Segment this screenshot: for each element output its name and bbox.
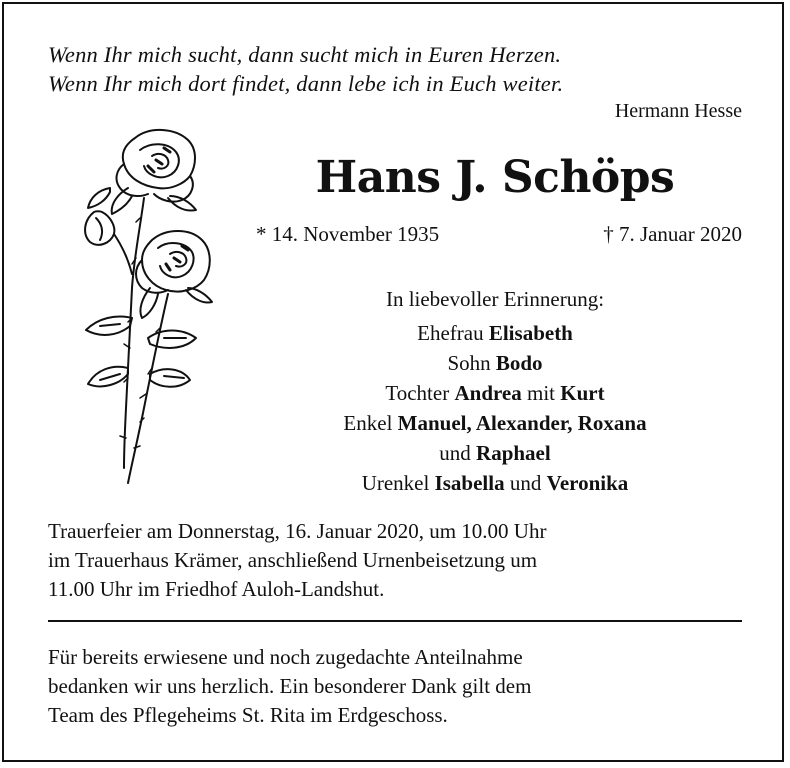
- death-date: † 7. Januar 2020: [603, 222, 742, 246]
- thanks-line: bedanken wir uns herzlich. Ein besonderer Dank gilt dem: [48, 674, 532, 698]
- mourner-name: Veronika: [546, 471, 629, 495]
- mourner-relation: und: [439, 441, 477, 465]
- ceremony-info: [48, 517, 748, 604]
- mourner-name: Andrea: [454, 381, 522, 405]
- ceremony-line: 11.00 Uhr im Friedhof Auloh-Landshut.: [48, 577, 385, 601]
- thanks-line: Für bereits erwiesene und noch zugedachte Anteilnahme: [48, 645, 523, 669]
- mourner-relation: Urenkel: [361, 471, 435, 495]
- mourner-relation: Enkel: [343, 411, 398, 435]
- poem-quote: [48, 40, 742, 98]
- mourner-name: Kurt: [560, 381, 605, 405]
- mourner-row: [248, 378, 742, 408]
- mourner-name: Manuel, Alexander, Roxana: [397, 411, 647, 435]
- mourner-row: [248, 468, 742, 498]
- mourner-row: [248, 348, 742, 378]
- deceased-name: Hans J. Schöps: [315, 152, 675, 203]
- mourner-name: Raphael: [476, 441, 551, 465]
- thanks-text: [48, 643, 748, 730]
- ceremony-line: im Trauerhaus Krämer, anschließend Urnenbeisetzung um: [48, 548, 538, 572]
- ceremony-line: Trauerfeier am Donnerstag, 16. Januar 2020, um 10.00 Uhr: [48, 519, 547, 543]
- mourner-relation: Tochter: [385, 381, 455, 405]
- mourner-name: Elisabeth: [488, 321, 573, 345]
- mourner-relation: Ehefrau: [417, 321, 489, 345]
- mourner-row: [248, 408, 742, 438]
- birth-date: * 14. November 1935: [256, 222, 440, 246]
- thanks-line: Team des Pflegeheims St. Rita im Erdgeschoss.: [48, 703, 448, 727]
- mourner-row: [248, 318, 742, 348]
- mourner-rows: [248, 318, 742, 498]
- mourner-row: [248, 438, 742, 468]
- rose-icon: [40, 118, 220, 488]
- mourners-intro: In liebevoller Erinnerung:: [385, 287, 605, 311]
- divider: [48, 620, 742, 622]
- mourners-list: [248, 284, 742, 498]
- mourner-relation: und: [504, 471, 547, 495]
- mourner-name: Isabella: [434, 471, 505, 495]
- quote-line: Wenn Ihr mich sucht, dann sucht mich in Euren Herzen.: [48, 42, 562, 67]
- quote-line: Wenn Ihr mich dort findet, dann lebe ich in Euch weiter.: [48, 71, 564, 96]
- mourner-name: Bodo: [495, 351, 543, 375]
- mourner-relation: Sohn: [447, 351, 496, 375]
- quote-author: Hermann Hesse: [614, 100, 742, 122]
- mourner-relation: mit: [521, 381, 561, 405]
